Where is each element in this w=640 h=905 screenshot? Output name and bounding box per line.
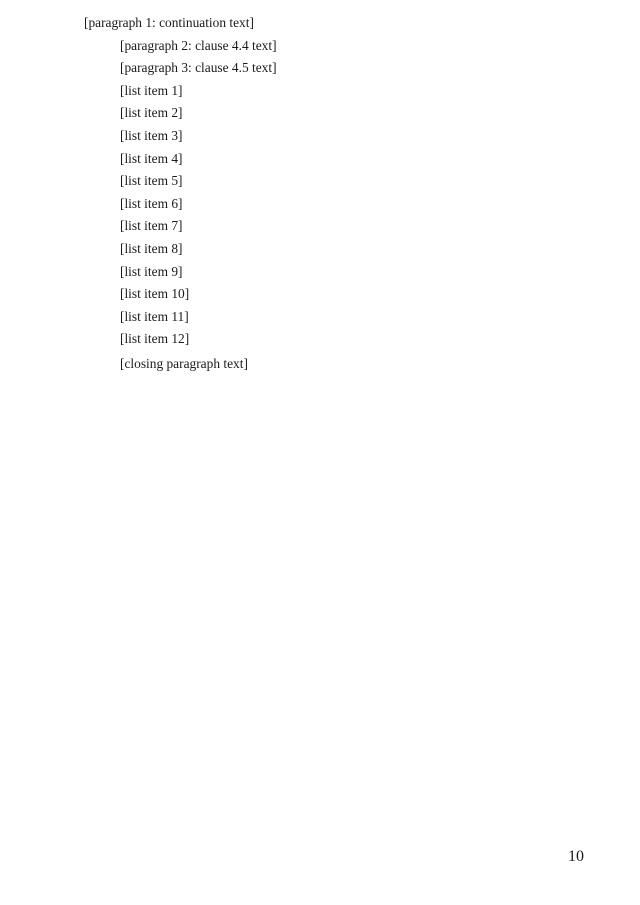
list-item: [list item 7] [120,218,183,234]
list-item: [list item 4] [120,150,183,166]
list-item: [list item 9] [120,263,183,279]
list-item: [list item 8] [120,240,183,256]
list-item: [list item 10] [120,286,190,302]
list-item: [list item 5] [120,173,183,189]
list-item: [list item 6] [120,195,183,211]
list-item: [list item 3] [120,127,183,143]
list-item: [list item 12] [120,331,190,347]
information-list [84,82,578,349]
page-number: 10 [568,848,584,865]
paragraph-4-5: [paragraph 3: clause 4.5 text] [120,60,277,76]
paragraph-continuation: [paragraph 1: continuation text] [84,15,254,30]
paragraph-4-4: [paragraph 2: clause 4.4 text] [120,37,277,53]
list-item: [list item 2] [120,105,183,121]
list-item: [list item 1] [120,82,183,98]
list-item: [list item 11] [120,308,189,324]
closing-paragraph: [closing paragraph text] [120,355,248,371]
